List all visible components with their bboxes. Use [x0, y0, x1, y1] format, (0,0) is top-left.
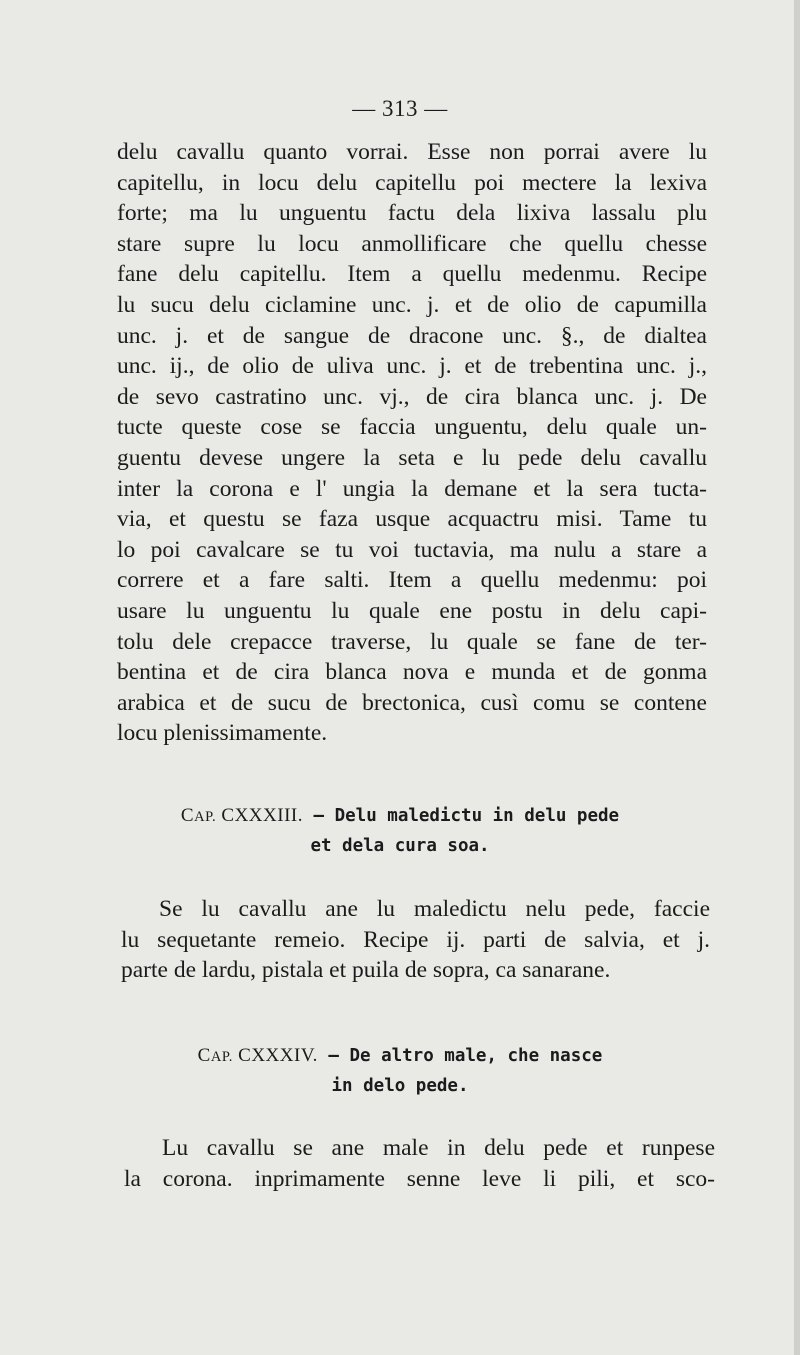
text-line: stare supre lu locu anmollificare che quellu chesse — [117, 230, 707, 257]
paragraph-chapter-134 — [124, 1133, 715, 1194]
chapter-heading-134 — [0, 1041, 800, 1101]
text-line: usare lu unguentu lu quale ene postu in delu capi- — [117, 597, 707, 624]
text-line: Lu cavallu se ane male in delu pede et runpese — [162, 1135, 715, 1161]
text-line: unc. j. et de sangue de dracone unc. §., de dialtea — [117, 322, 707, 349]
text-line: locu plenissimamente. — [117, 720, 328, 747]
text-line: tolu dele crepacce traverse, lu quale se fane de ter- — [117, 628, 707, 655]
text-line: via, et questu se faza usque acquactru misi. Tame tu — [117, 506, 707, 533]
text-line: parte de lardu, pistala et puila de sopra, ca sanarane. — [121, 957, 611, 984]
text-line: correre et a fare salti. Item a quellu medenmu: poi — [117, 567, 707, 594]
text-line: bentina et de cira blanca nova e munda et de gonma — [117, 659, 707, 686]
page-number: — 313 — — [352, 96, 448, 121]
chapter-title-continued: et dela cura soa. — [310, 836, 490, 856]
chapter-heading-133 — [0, 801, 800, 861]
text-line: la corona. inprimamente senne leve li pili, et sco- — [124, 1165, 715, 1192]
text-line: fane delu capitellu. Item a quellu medenmu. Recipe — [117, 261, 707, 288]
text-line: Se lu cavallu ane lu maledictu nelu pede, faccie — [159, 896, 710, 922]
paragraph-chapter-133 — [121, 894, 710, 986]
chapter-title: — De altro male, che nasce — [328, 1046, 603, 1066]
text-line: lo poi cavalcare se tu voi tuctavia, ma nulu a stare a — [117, 536, 707, 563]
text-line: lu sucu delu ciclamine unc. j. et de olio de capumilla — [117, 291, 707, 318]
text-line: forte; ma lu unguentu factu dela lixiva lassalu plu — [117, 200, 707, 227]
text-line: capitellu, in locu delu capitellu poi mectere la lexiva — [117, 169, 707, 196]
text-line: tucte queste cose se faccia unguentu, delu quale un- — [117, 414, 707, 441]
text-line: lu sequetante remeio. Recipe ij. parti de salvia, et j. — [121, 926, 710, 953]
paragraph-continuation — [117, 137, 707, 749]
chapter-title: — Delu maledictu in delu pede — [313, 806, 620, 826]
text-line: delu cavallu quanto vorrai. Esse non porrai avere lu — [117, 139, 707, 165]
text-line: unc. ij., de olio de uliva unc. j. et de trebentina unc. j., — [117, 353, 707, 380]
chapter-label: CAP. CXXXIII. — [180, 805, 303, 826]
text-line: guentu devese ungere la seta e lu pede delu cavallu — [117, 444, 707, 471]
chapter-label: CAP. CXXXIV. — [197, 1045, 318, 1066]
text-line: arabica et de sucu de brectonica, cusì comu se contene — [117, 689, 707, 716]
text-line: de sevo castratino unc. vj., de cira blanca unc. j. De — [117, 383, 707, 410]
text-line: inter la corona e l' ungia la demane et la sera tucta- — [117, 475, 707, 502]
page-edge-shadow — [794, 0, 800, 1355]
chapter-title-continued: in delo pede. — [331, 1076, 469, 1096]
